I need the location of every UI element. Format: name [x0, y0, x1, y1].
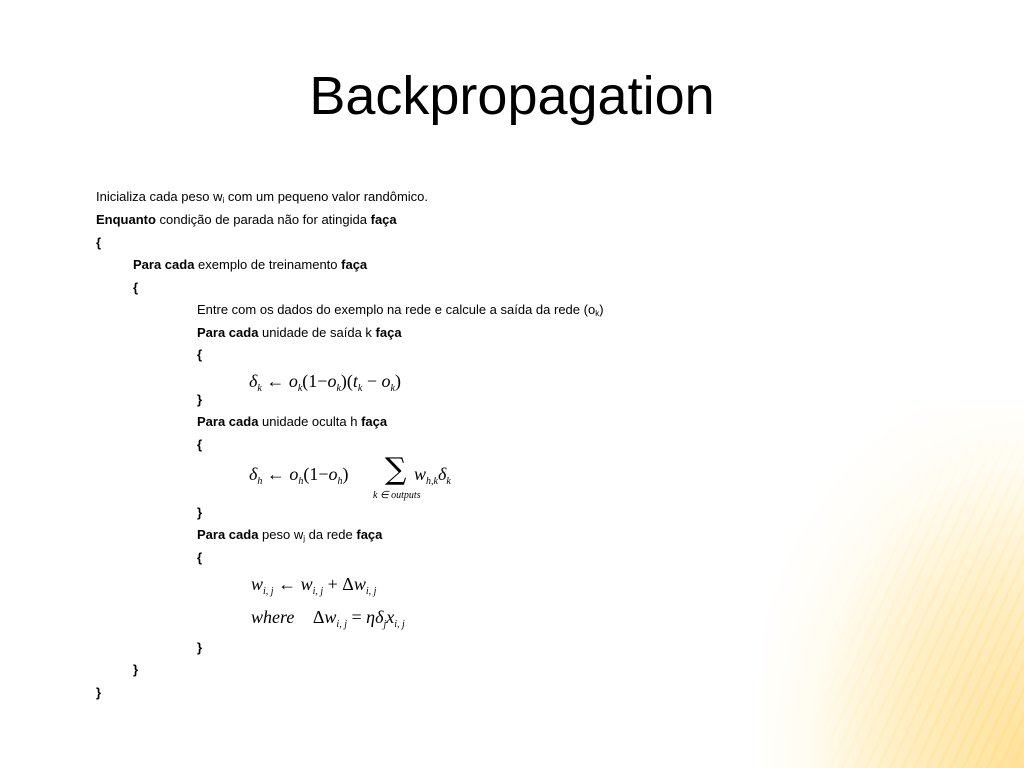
brace-open-weight: {: [197, 550, 203, 565]
formula-hidden-sum-term: $w_{h,k}\delta_k$: [414, 464, 451, 487]
brace-close-outer: }: [96, 685, 102, 700]
line-for-each-weight: Para cada peso $w_j$ da rede faça: [197, 527, 383, 543]
formula-weight-update: $w_{i, j}$ ← $w_{i, j} + \Delta w_{i, j}$: [251, 574, 377, 597]
line-for-each-output: Para cada unidade de saída k faça: [197, 325, 402, 340]
brace-open-example: {: [133, 280, 139, 295]
slide-title: Backpropagation: [309, 66, 715, 126]
brace-open-output: {: [197, 347, 203, 362]
formula-delta-weight: where $\Delta w_{i, j} = \eta\delta_jx_{i, j}$: [251, 607, 405, 630]
brace-close-example: }: [133, 662, 139, 677]
brace-open-hidden: {: [197, 437, 203, 452]
formula-output-delta: $\delta_k$ ← $o_k(1-o_k)(t_k - o_k)$: [249, 371, 401, 394]
brace-close-output: }: [197, 392, 203, 407]
brace-close-weight: }: [197, 640, 203, 655]
brace-close-hidden: }: [197, 505, 203, 520]
decorative-stripes: [824, 438, 1024, 768]
line-while: Enquanto condição de parada não for atingida faça: [96, 212, 397, 227]
line-input-example: Entre com os dados do exemplo na rede e calcule a saída da rede $(o_k)$: [197, 302, 604, 318]
brace-open-outer: {: [96, 235, 102, 250]
line-for-each-hidden: Para cada unidade oculta h faça: [197, 414, 388, 429]
formula-hidden-delta: $\delta_h$ ← $o_h(1-o_h)$: [249, 464, 349, 487]
line-initialize: Inicializa cada peso $w_i$ com um pequeno valor randômico.: [96, 189, 429, 205]
summation-limit: k ∈ outputs: [373, 490, 421, 501]
summation-symbol: ∑: [385, 452, 407, 487]
where-label: where: [251, 607, 295, 627]
line-for-each-example: Para cada exemplo de treinamento faça: [133, 257, 368, 272]
